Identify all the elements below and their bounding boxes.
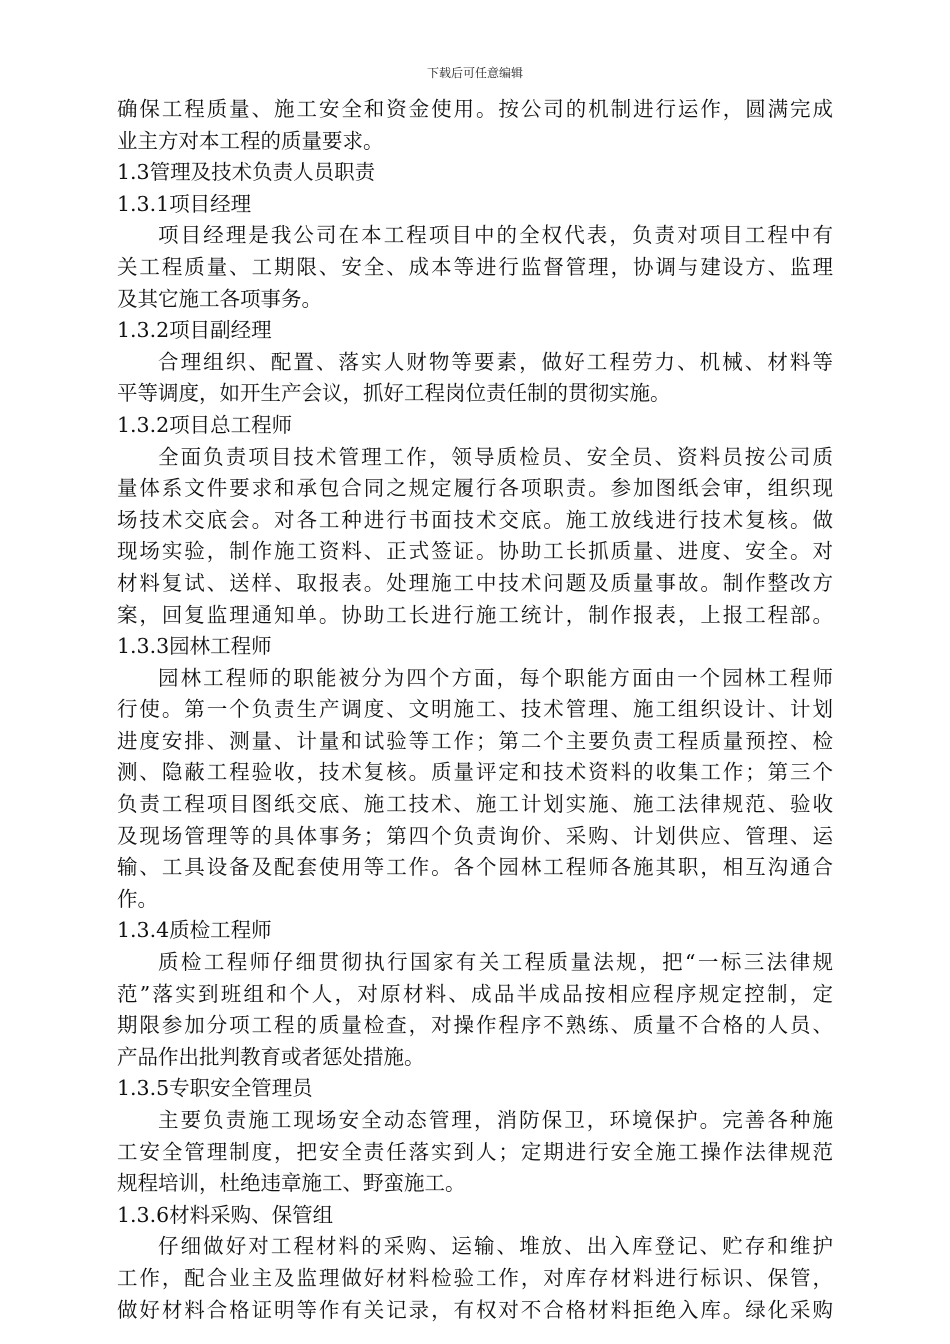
section-heading: 1.3.1项目经理 [117,191,252,216]
text-line: 案，回复监理通知单。协助工长进行施工统计，制作报表，上报工程部。 [117,602,833,627]
text-line: 工安全管理制度，把安全责任落实到人；定期进行安全施工操作法律规范 [117,1139,833,1164]
text-line: 规程培训，杜绝违章施工、野蛮施工。 [117,1171,466,1196]
text-line: 负责工程项目图纸交底、施工技术、施工计划实施、施工法律规范、验收 [117,792,833,817]
text-line: 量体系文件要求和承包合同之规定履行各项职责。参加图纸会审，组织现 [117,476,833,501]
text-line: 关工程质量、工期限、安全、成本等进行监督管理，协调与建设方、监理 [117,254,833,279]
text-line: 场技术交底会。对各工种进行书面技术交底。施工放线进行技术复核。做 [117,507,833,532]
text-line: 期限参加分项工程的质量检查，对操作程序不熟练、质量不合格的人员、 [117,1013,833,1038]
section-heading: 1.3.5专职安全管理员 [117,1076,313,1101]
text-line: 及现场管理等的具体事务；第四个负责询价、采购、计划供应、管理、运 [117,823,833,848]
text-line: 仔细做好对工程材料的采购、运输、堆放、出入库登记、贮存和维护 [158,1234,833,1259]
section-heading: 1.3.3园林工程师 [117,634,272,659]
section-heading: 1.3.2项目副经理 [117,318,272,343]
text-line: 全面负责项目技术管理工作，领导质检员、安全员、资料员按公司质 [158,444,833,469]
document-body [117,94,833,1326]
text-line: 作。 [117,886,158,911]
text-line: 范”落实到班组和个人，对原材料、成品半成品按相应程序规定控制，定 [117,981,833,1006]
text-line: 合理组织、配置、落实人财物等要素，做好工程劳力、机械、材料等 [158,349,833,374]
text-line: 工作，配合业主及监理做好材料检验工作，对库存材料进行标识、保管， [117,1265,833,1290]
section-heading: 1.3.6材料采购、保管组 [117,1202,334,1227]
text-line: 产品作出批判教育或者惩处措施。 [117,1044,425,1069]
text-line: 质检工程师仔细贯彻执行国家有关工程质量法规，把“一标三法律规 [158,950,833,975]
section-heading: 1.3.4质检工程师 [117,918,272,943]
text-line: 平等调度，如开生产会议，抓好工程岗位责任制的贯彻实施。 [117,381,671,406]
section-heading: 1.3.2项目总工程师 [117,412,293,437]
text-line: 项目经理是我公司在本工程项目中的全权代表，负责对项目工程中有 [158,223,833,248]
text-line: 做好材料合格证明等作有关记录，有权对不合格材料拒绝入库。绿化采购 [117,1297,833,1322]
text-line: 及其它施工各项事务。 [117,286,322,311]
text-line: 输、工具设备及配套使用等工作。各个园林工程师各施其职，相互沟通合 [117,855,833,880]
text-line: 业主方对本工程的质量要求。 [117,128,384,153]
section-heading: 1.3管理及技术负责人员职责 [117,160,376,185]
page-header-note: 下载后可任意编辑 [426,66,523,80]
text-line: 现场实验，制作施工资料、正式签证。协助工长抓质量、进度、安全。对 [117,539,833,564]
text-line: 主要负责施工现场安全动态管理，消防保卫，环境保护。完善各种施 [158,1108,833,1132]
text-line: 进度安排、测量、计量和试验等工作；第二个主要负责工程质量预控、检 [117,728,833,753]
text-line: 测、隐蔽工程验收，技术复核。质量评定和技术资料的收集工作；第三个 [117,760,833,785]
text-line: 材料复试、送样、取报表。处理施工中技术问题及质量事故。制作整改方 [117,570,833,595]
text-line: 园林工程师的职能被分为四个方面，每个职能方面由一个园林工程师 [158,665,833,690]
text-line: 行使。第一个负责生产调度、文明施工、技术管理、施工组织设计、计划 [117,697,833,722]
text-line: 确保工程质量、施工安全和资金使用。按公司的机制进行运作，圆满完成 [117,97,833,121]
